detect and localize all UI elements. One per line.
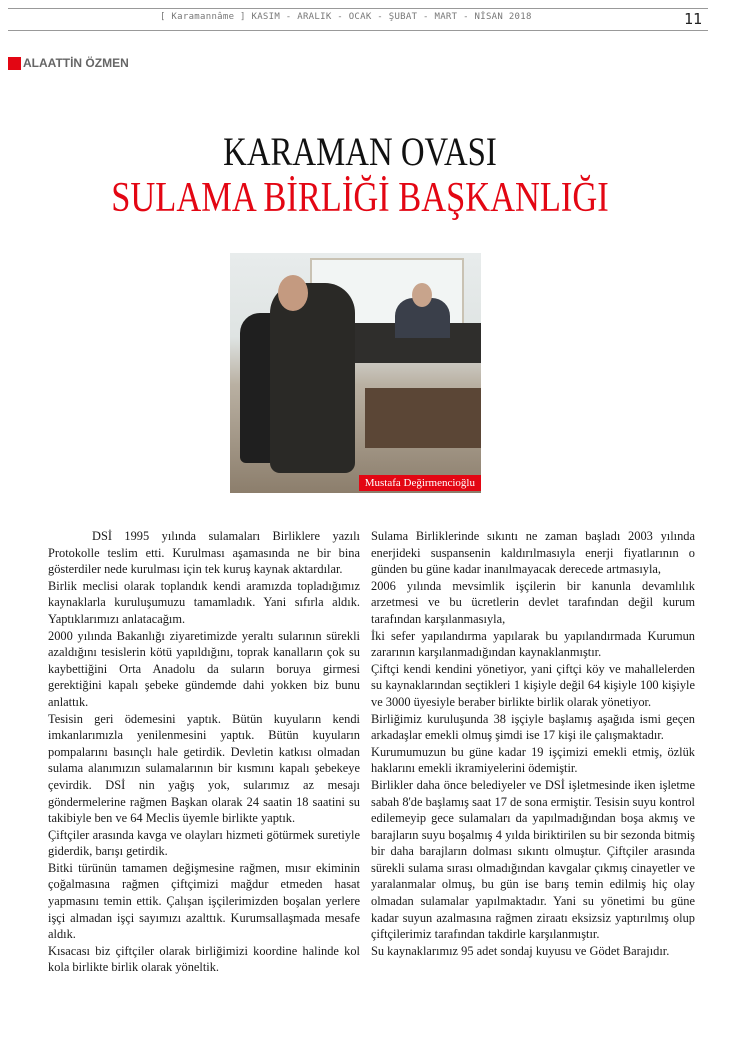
paragraph: DSİ 1995 yılında sulamaları Birliklere yazılı Protokolle teslim etti. Kurulması aşamasında ne bir bina gösterdiler nede kurulması için tek kuruş kaynak aktardılar. <box>48 529 360 577</box>
paragraph: Birlikler daha önce belediyeler ve DSİ işletmesinde iken işletme sabah 8'de başlamış saat 17 de sona ermiştir. Tesisin suyu kontrol edilemeyip gece sulamaları da yapılmadığından boşa akmış ve barajların suyu boşalmış 4 yılda biriktirilen su bir sezonda bitmiş bir daha barajların dolması sıkıntı olmuştur. Çiftçiler arasında sürekli sulama sırası olmadığından kavgalar çıkmış cinayetler ve yaralanmalar olmuş, bu gün ise barış temin edilmiş hiç olay olmadan sulamalar yapılmaktadır. Yani su yönetimi bu güne kadar suyun azalmasına rağmen ziraatı eksizsiz yaptırılmış olup çiftçilerimiz tarafından takdirle karşılanmıştır. <box>371 777 695 942</box>
photo-person-background-head <box>412 283 432 307</box>
paragraph: Kurumumuzun bu güne kadar 19 işçimizi emekli etmiş, özlük haklarını emekli ikramiyelerini ödemiştir. <box>371 744 695 776</box>
paragraph: Çiftçiler arasında kavga ve olayları hizmeti götürmek suretiyle giderdik, barışı getirdik. <box>48 827 360 859</box>
author-name: ALAATTİN ÖZMEN <box>23 56 129 70</box>
article-column-left <box>48 528 360 976</box>
photo-person-foreground-head <box>278 275 308 311</box>
paragraph: Birlik meclisi olarak toplandık kendi aramızda topladığımız kaynaklarla kuruluşumuzu tamamladık. Yani sıfırla aldık. Yaptıklarımızı anlatacağım. <box>48 578 360 626</box>
article-photo <box>230 253 481 493</box>
page-number: 11 <box>684 10 703 28</box>
header-rule-top <box>8 8 708 9</box>
author-byline <box>8 56 129 70</box>
article-column-right <box>371 528 695 959</box>
paragraph: 2006 yılında mevsimlik işçilerin bir kanunla devamlılık arzetmesi ve bu ücretlerin devlet tarafından değil kurum tarafından karşılanmasıyla, <box>371 578 695 626</box>
paragraph: Birliğimiz kuruluşunda 38 işçiyle başlamış aşağıda ismi geçen arkadaşlar emekli olmuş şimdi ise 17 kişi ile çalışmaktadır. <box>371 711 695 743</box>
headline-line1: KARAMAN OVASI <box>223 129 497 174</box>
paragraph: İki sefer yapılandırma yapılarak bu yapılandırmada Kurumun zararının karşılanmadığından kaynaklanmıştır. <box>371 628 695 660</box>
photo-caption: Mustafa Değirmencioğlu <box>359 475 481 491</box>
paragraph: Su kaynaklarımız 95 adet sondaj kuyusu ve Gödet Barajıdır. <box>371 943 670 958</box>
header-rule-bottom <box>8 30 708 31</box>
paragraph: Bitki türünün tamamen değişmesine rağmen, mısır ekiminin çoğalmasına rağmen çiftçimizi mağdur etmeden hasat yapmasını temin ettik. Çalışan işçilerimizden boşalan yerlere işçi almadan işçi sayımızı azalttık. Kurumsallaşmada mesafe aldık. <box>48 860 360 942</box>
paragraph: Sulama Birliklerinde sıkıntı ne zaman başladı 2003 yılında enerjideki suspansenin kaldırılmasıyla enerji fiyatlarının o günden bu güne kadar inanılmayacak derecede artmasıyla, <box>371 529 695 577</box>
paragraph: Kısacası biz çiftçiler olarak birliğimizi koordine halinde kol kola birlikte birlik olarak yöneltik. <box>48 943 360 975</box>
running-header: [ Karamannâme ] KASIM - ARALIK - OCAK - ŞUBAT - MART - NİSAN 2018 <box>160 12 532 22</box>
paragraph: Çiftçi kendi kendini yönetiyor, yani çiftçi köy ve mahallelerden su kaynaklarından seçtikleri 1 kişiyle değil 64 kişiyle 100 kişiyle ve 3000 üyesiyle beraber birlikte birlik olarak yönetiyor. <box>371 661 695 709</box>
photo-person-foreground <box>270 283 355 473</box>
photo-table <box>365 388 481 448</box>
paragraph: Tesisin geri ödemesini yaptık. Bütün kuyuların kendi imkanlarımızla yenilenmesini yaptık. Bütün kuyuların pompalarını basınçlı hale getirdik. Devletin katkısı olmadan sulama alanımızın sulamalarının bir kısmını kapalı şebekeye çevirdik. DSİ nin yağış yok, sularımız az mesajı göndermelerine rağmen Başkan olarak 24 saatin 18 saatini su takibiyle ben ve 64 Meclis üyemle birlikte yaptık. <box>48 711 360 826</box>
paragraph: 2000 yılında Bakanlığı ziyaretimizde yeraltı sularının sürekli azaldığını tesislerin kötü yapıldığını, toprak kanalların çok su kaybettiğini Orta Anadolu da suların boruya girmesi gerektiğini kapalı şebeke gündemde dahi yokken biz bunu anlattık. <box>48 628 360 709</box>
headline-line2: SULAMA BİRLİĞİ BAŞKANLIĞI <box>111 175 609 221</box>
red-square-icon <box>8 57 21 70</box>
